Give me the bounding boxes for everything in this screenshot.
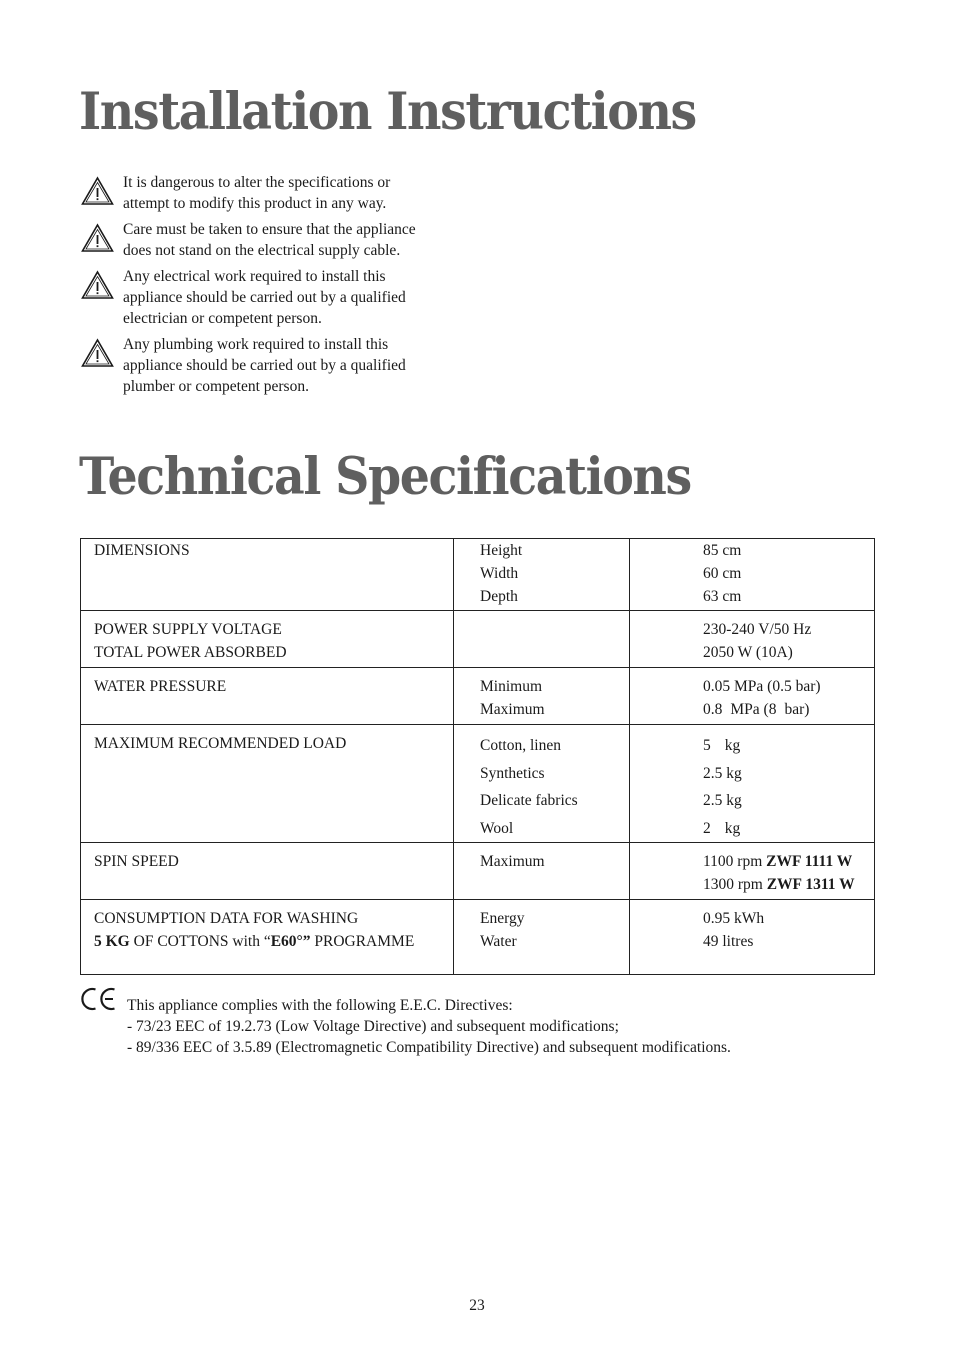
spin-value-1 (703, 850, 874, 873)
table-row (81, 843, 875, 900)
spec-sub-cell (454, 668, 630, 725)
directive-item: - 73/23 EEC of 19.2.73 (Low Voltage Directive) and subsequent modifications; (127, 1018, 619, 1035)
height-label: Height (480, 542, 523, 559)
spec-value-cell (630, 725, 875, 843)
consumption-label: CONSUMPTION DATA FOR WASHING (94, 910, 359, 927)
synthetics-label: Synthetics (480, 764, 545, 782)
cotton-number: 5 (703, 737, 711, 754)
warning-triangle-icon (81, 176, 114, 206)
spin-speed: 1100 rpm (703, 853, 763, 870)
programme-suffix: PROGRAMME (310, 933, 415, 950)
load-weight: 5 KG (94, 933, 130, 950)
specifications-table (80, 538, 875, 975)
spec-value-cell (630, 668, 875, 725)
warning-triangle-icon (81, 270, 114, 300)
programme-text: OF COTTONS with “ (129, 933, 271, 950)
ce-mark-icon (80, 986, 118, 1012)
warning-list (80, 172, 460, 402)
dimensions-label: DIMENSIONS (94, 542, 190, 559)
spin-label: SPIN SPEED (94, 853, 179, 870)
pressure-min-label: Minimum (480, 678, 543, 695)
voltage-label: POWER SUPPLY VOLTAGE (94, 621, 282, 638)
directive-item: - 89/336 EEC of 3.5.89 (Electromagnetic Compatibility Directive) and subsequent modifications. (127, 1039, 731, 1056)
warning-line: plumber or competent person. (123, 378, 309, 395)
programme-name: E60°” (270, 933, 311, 950)
warning-line: Any plumbing work required to install this (123, 336, 389, 353)
absorbed-label: TOTAL POWER ABSORBED (94, 644, 287, 661)
cotton-unit: kg (724, 737, 741, 754)
technical-title: Technical Specifications (79, 447, 691, 507)
page-number: 23 (469, 1297, 485, 1314)
compliance-text (127, 995, 731, 1058)
pressure-max-mpa: MPa (8 (730, 701, 777, 718)
warning-line: appliance should be carried out by a qualified (123, 289, 406, 306)
table-row (81, 539, 875, 611)
spec-sub-cell (454, 843, 630, 900)
pressure-max-bar: bar) (784, 701, 810, 718)
table-row (81, 900, 875, 975)
load-label: MAXIMUM RECOMMENDED LOAD (94, 735, 347, 752)
warning-item (80, 334, 460, 397)
spec-label-cell (81, 539, 454, 611)
spec-sub-cell (454, 725, 630, 843)
wool-number: 2 (703, 819, 711, 837)
spec-sub-cell (454, 611, 630, 668)
model-number: ZWF 1111 W (766, 853, 853, 870)
spec-value-cell (630, 900, 875, 975)
spec-label-cell (81, 725, 454, 843)
spin-speed: 1300 rpm (703, 876, 763, 893)
absorbed-value: 2050 W (10A) (703, 644, 793, 661)
voltage-value: 230-240 V/50 Hz (703, 621, 812, 638)
delicate-label: Delicate fabrics (480, 792, 578, 809)
depth-value: 63 cm (703, 588, 742, 605)
table-row (81, 611, 875, 668)
warning-line: Any electrical work required to install this (123, 268, 386, 285)
spin-max-label: Maximum (480, 853, 545, 870)
warning-item (80, 172, 460, 214)
spec-label-cell (81, 900, 454, 975)
depth-label: Depth (480, 588, 518, 605)
pressure-max-number: 0.8 (703, 701, 723, 718)
energy-value: 0.95 kWh (703, 910, 765, 927)
spec-sub-cell (454, 900, 630, 975)
cotton-label: Cotton, linen (480, 737, 561, 754)
spec-label-cell (81, 611, 454, 668)
installation-title: Installation Instructions (79, 82, 696, 142)
warning-line: electrician or competent person. (123, 310, 322, 327)
width-value: 60 cm (703, 565, 742, 582)
warning-line: Care must be taken to ensure that the appliance (123, 221, 416, 238)
water-value: 49 litres (703, 933, 754, 950)
width-label: Width (480, 565, 519, 582)
cotton-value (703, 732, 874, 760)
synthetics-value: 2.5 kg (703, 764, 742, 782)
consumption-programme (94, 930, 453, 953)
spec-value-cell (630, 539, 875, 611)
spec-value-cell (630, 611, 875, 668)
pressure-max-label: Maximum (480, 701, 545, 718)
delicate-value: 2.5 kg (703, 792, 742, 809)
warning-line: It is dangerous to alter the specifications or (123, 174, 391, 191)
spec-label-cell (81, 843, 454, 900)
spec-label-cell (81, 668, 454, 725)
pressure-min-value: 0.05 MPa (0.5 bar) (703, 678, 821, 695)
energy-label: Energy (480, 910, 525, 927)
warning-item (80, 266, 460, 329)
height-value: 85 cm (703, 542, 742, 559)
spec-value-cell (630, 843, 875, 900)
spin-value-2 (703, 873, 874, 896)
warning-line: attempt to modify this product in any way. (123, 195, 387, 212)
warning-triangle-icon (81, 223, 114, 253)
compliance-intro: This appliance complies with the following E.E.C. Directives: (127, 997, 513, 1014)
model-number: ZWF 1311 W (766, 876, 855, 893)
warning-line: appliance should be carried out by a qualified (123, 357, 406, 374)
warning-line: does not stand on the electrical supply cable. (123, 242, 401, 259)
warning-triangle-icon (81, 338, 114, 368)
wool-value (703, 815, 874, 843)
wool-label: Wool (480, 819, 514, 837)
warning-item (80, 219, 460, 261)
table-row (81, 725, 875, 843)
pressure-max-value (703, 698, 874, 721)
table-row (81, 668, 875, 725)
wool-unit: kg (724, 819, 741, 837)
spec-sub-cell (454, 539, 630, 611)
water-label: Water (480, 933, 517, 950)
water-pressure-label: WATER PRESSURE (94, 678, 227, 695)
